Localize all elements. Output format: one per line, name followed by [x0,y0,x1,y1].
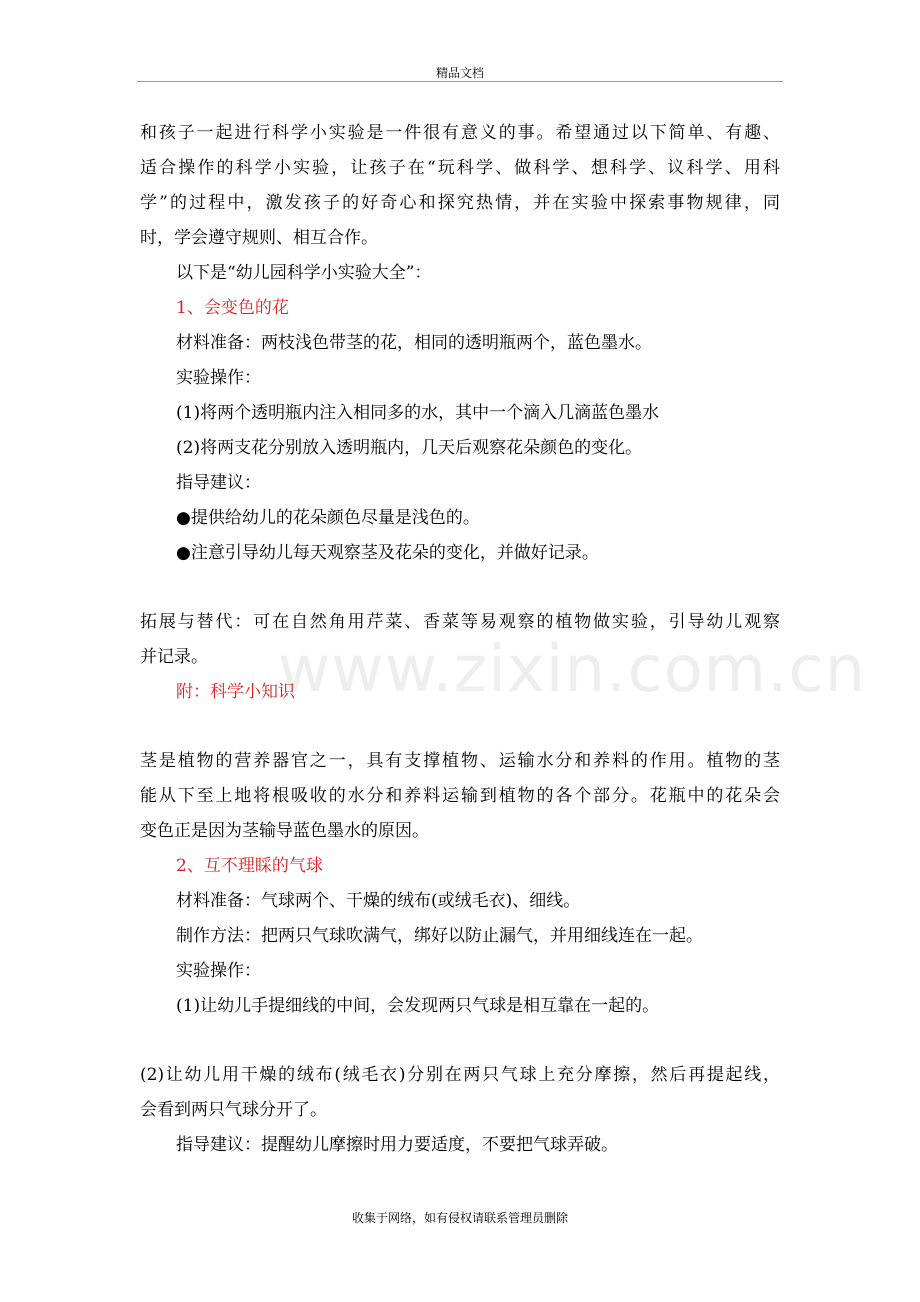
section-1-bullet-1: ●提供给幼儿的花朵颜色尽量是浅色的。 [176,508,480,528]
page-header: 精品文档 [435,66,484,80]
section-1-knowledge-line-3: 变色正是因为茎输导蓝色墨水的原因。 [140,821,429,841]
section-1-title: 1、会变色的花 [176,298,289,318]
section-1-step-1: (1)将两个透明瓶内注入相同多的水，其中一个滴入几滴蓝色墨水 [176,403,660,423]
section-1-operation-label: 实验操作： [176,368,261,388]
section-2-step-2-line-1: (2)让幼儿用干燥的绒布(绒毛衣)分别在两只气球上充分摩擦，然后再提起线， [140,1065,780,1085]
section-1-knowledge-line-2: 能从下至上地将根吸收的水分和养料运输到植物的各个部分。花瓶中的花朵会 [140,786,780,806]
section-2-materials: 材料准备：气球两个、干燥的绒布(或绒毛衣)、细线。 [176,891,581,911]
section-1-extension-line-2: 并记录。 [140,647,208,667]
intro-paragraph-line-1: 和孩子一起进行科学小实验是一件很有意义的事。希望通过以下简单、有趣、 [140,123,780,143]
section-1-knowledge-title: 附：科学小知识 [176,682,295,702]
intro-paragraph-line-4: 时，学会遵守规则、相互合作。 [140,228,378,248]
section-1-materials: 材料准备：两枝浅色带茎的花，相同的透明瓶两个，蓝色墨水。 [176,333,652,353]
page-footer: 收集于网络，如有侵权请联系管理员删除 [351,1211,568,1225]
section-2-title: 2、互不理睬的气球 [176,856,323,876]
section-2-step-1: (1)让幼儿手提细线的中间，会发现两只气球是相互靠在一起的。 [176,996,660,1016]
section-1-extension-line-1: 拓展与替代：可在自然角用芹菜、香菜等易观察的植物做实验，引导幼儿观察 [140,612,780,632]
section-2-step-2-line-2: 会看到两只气球分开了。 [140,1100,327,1120]
lead-sentence: 以下是“幼儿园科学小实验大全”： [176,263,432,283]
watermark: www.zixin.com.cn [278,633,867,707]
section-1-bullet-2: ●注意引导幼儿每天观察茎及花朵的变化，并做好记录。 [176,543,599,563]
section-1-guidance-label: 指导建议： [176,473,261,493]
section-2-operation-label: 实验操作： [176,961,261,981]
section-2-guidance: 指导建议：提醒幼儿摩擦时用力要适度，不要把气球弄破。 [176,1135,618,1155]
section-1-knowledge-line-1: 茎是植物的营养器官之一，具有支撑植物、运输水分和养料的作用。植物的茎 [140,751,780,771]
intro-paragraph-line-2: 适合操作的科学小实验，让孩子在“玩科学、做科学、想科学、议科学、用科 [140,158,780,178]
header-divider [137,81,783,82]
section-1-step-2: (2)将两支花分别放入透明瓶内，几天后观察花朵颜色的变化。 [176,438,643,458]
intro-paragraph-line-3: 学”的过程中，激发孩子的好奇心和探究热情，并在实验中探索事物规律，同 [140,193,780,213]
section-2-method: 制作方法：把两只气球吹满气，绑好以防止漏气，并用细线连在一起。 [176,926,703,946]
